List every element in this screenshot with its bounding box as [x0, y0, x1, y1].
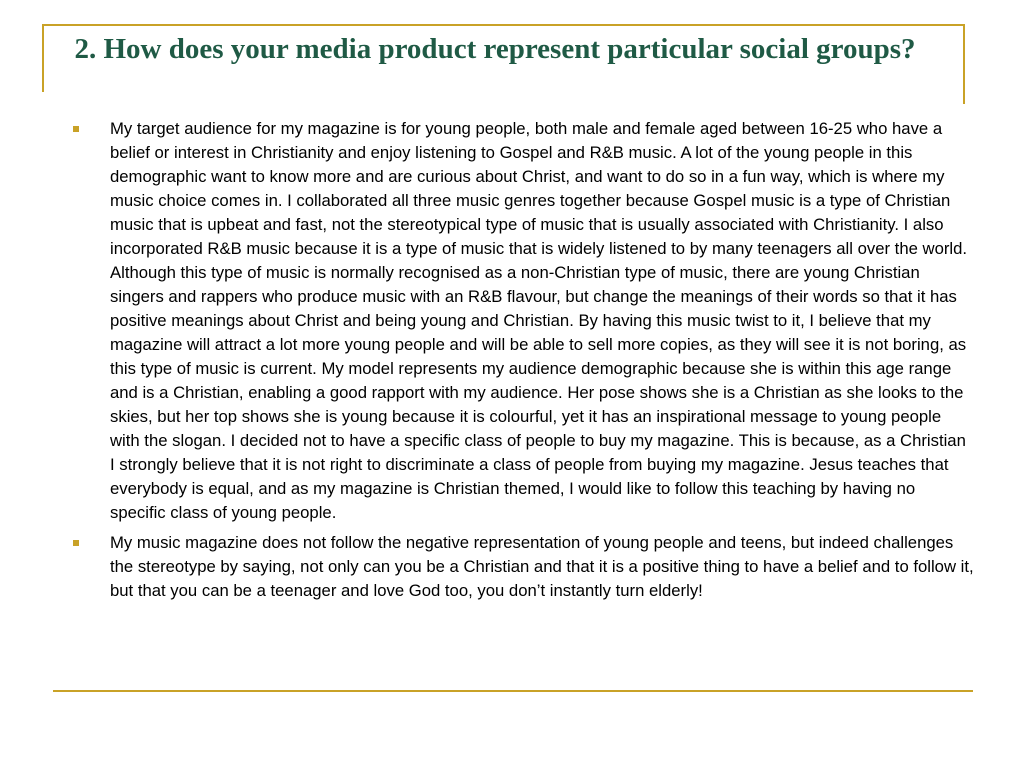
square-bullet-icon	[73, 126, 79, 132]
top-divider-line	[42, 24, 965, 26]
square-bullet-icon	[73, 540, 79, 546]
list-item	[68, 117, 974, 525]
slide-title: 2. How does your media product represent particular social groups?	[74, 33, 916, 65]
right-divider-line	[963, 24, 965, 104]
left-divider-line	[42, 24, 44, 92]
bullet-text: My music magazine does not follow the negative representation of young people and teens, but indeed challenges the stereotype by saying, not only can you be a Christian and that it is a positive thing to have a belief and to follow it, but that you can be a teenager and love God too, you don’t instantly turn elderly!	[110, 533, 974, 600]
bottom-divider-line	[53, 690, 973, 692]
bullet-text: My target audience for my magazine is for young people, both male and female aged between 16-25 who have a belief or interest in Christianity and enjoy listening to Gospel and R&B music. A lot of the young people in this demographic want to know more and are curious about Christ, and want to do so in a fun way, which is where my music choice comes in. I collaborated all three music genres together because Gospel music is a type of Christian music that is upbeat and fast, not the stereotypical type of music that is usually associated with Christianity. I also incorporated R&B music because it is a type of music that is widely listened to by many teenagers all over the world. Although this type of music is normally recognised as a non-Christian type of music, there are young Christian singers and rappers who produce music with an R&B flavour, but change the meanings of their words so that it has positive meanings about Christ and being young and Christian. By having this music twist to it, I believe that my magazine will attract a lot more young people and will be able to sell more copies, as they will see it is not boring, as this type of music is current. My model represents my audience demographic because she is within this age range and is a Christian, enabling a good rapport with my audience. Her pose shows she is a Christian as she looks to the skies, but her top shows she is young because it is colourful, yet it has an inspirational message to young people with the slogan. I decided not to have a specific class of people to buy my magazine. This is because, as a Christian I strongly believe that it is not right to discriminate a class of people from buying my magazine. Jesus teaches that everybody is equal, and as my magazine is Christian themed, I would like to follow this teaching by having no specific class of young people.	[110, 119, 968, 522]
list-item	[68, 531, 974, 603]
bullet-list	[68, 117, 974, 609]
